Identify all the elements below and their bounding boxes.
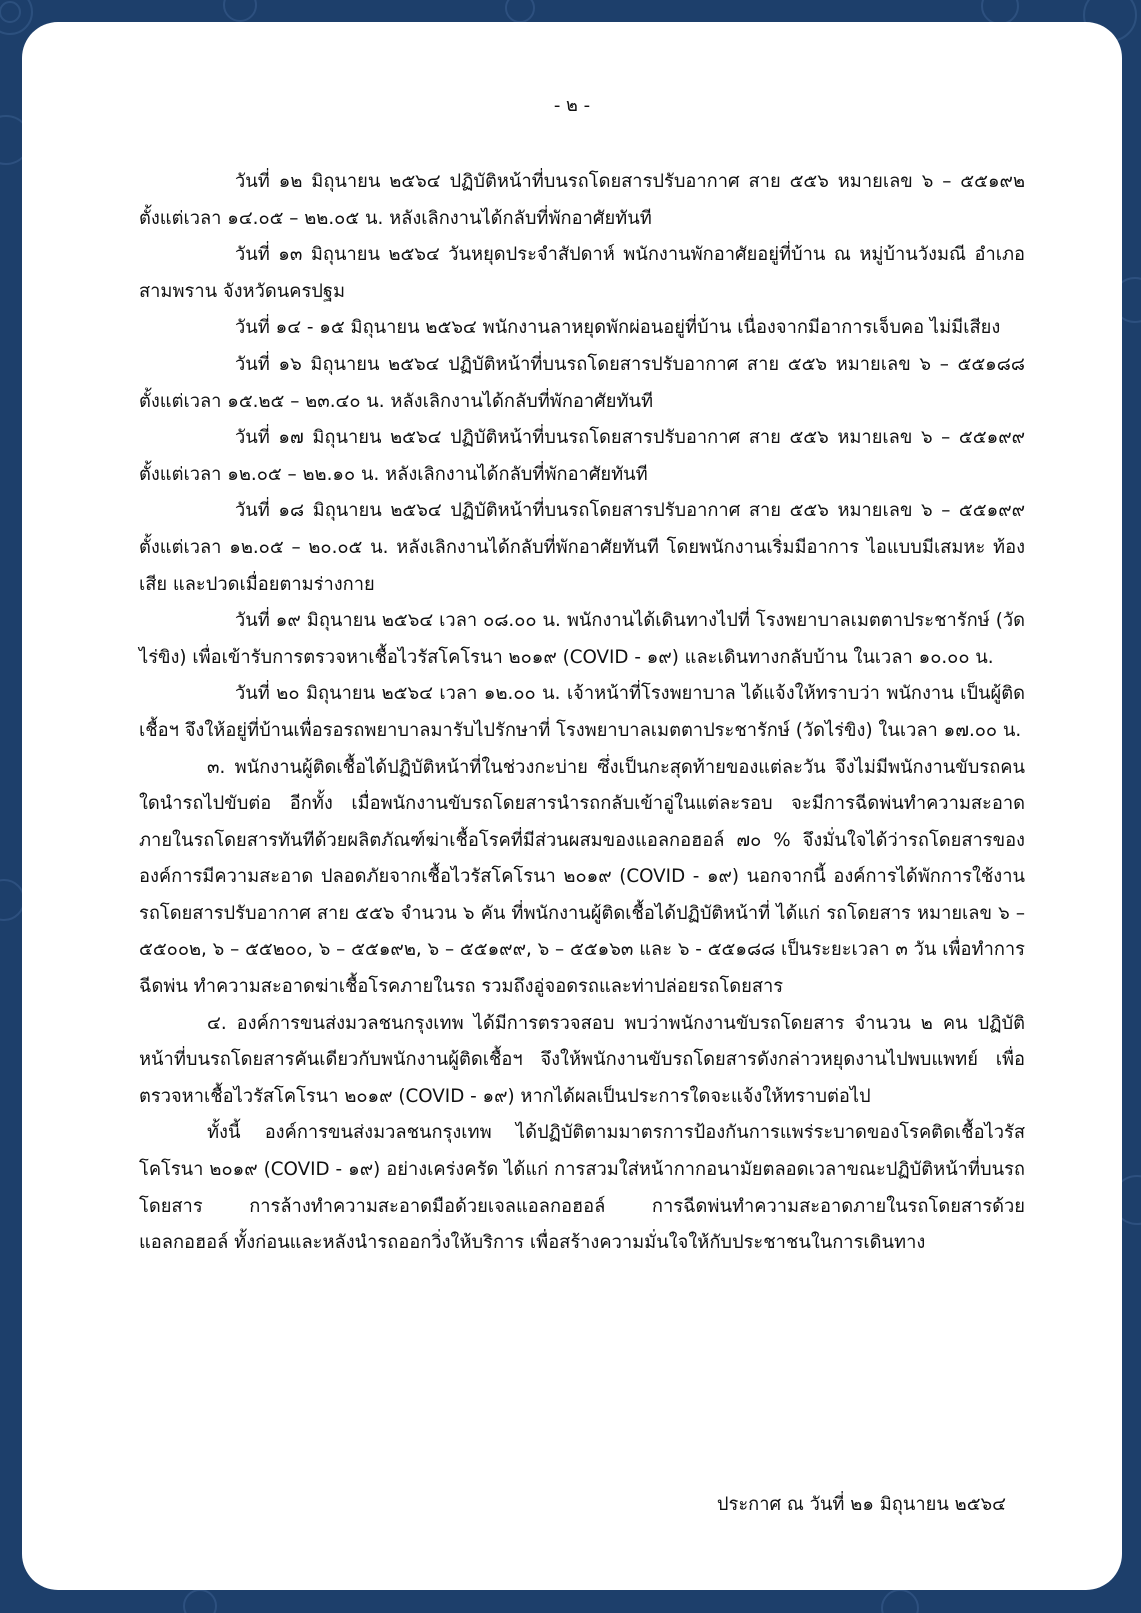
entry-june-17: วันที่ ๑๗ มิถุนายน ๒๕๖๔ ปฏิบัติหน้าที่บนรถโดยสารปรับอากาศ สาย ๕๕๖ หมายเลข ๖ – ๕๕๑๙๙ ตั้งแต่เวลา ๑๒.๐๕ – ๒๒.๑๐ น. หลังเลิกงานได้กลับที่พักอาศัยทันที (139, 427, 1025, 485)
document-page (22, 22, 1122, 1590)
announcement-date: ประกาศ ณ วันที่ ๒๑ มิถุนายน ๒๕๖๔ (716, 1494, 1006, 1515)
entry-june-13: วันที่ ๑๓ มิถุนายน ๒๕๖๔ วันหยุดประจำสัปดาห์ พนักงานพักอาศัยอยู่ที่บ้าน ณ หมู่บ้านวังมณี อำเภอสามพราน จังหวัดนครปฐม (139, 244, 1025, 302)
item-4: ๔. องค์การขนส่งมวลชนกรุงเทพ ได้มีการตรวจสอบ พบว่าพนักงานขับรถโดยสาร จำนวน ๒ คน ปฏิบัติหน้าที่บนรถโดยสารคันเดียวกับพนักงานผู้ติดเชื้อฯ จึงให้พนักงานขับรถโดยสารดังกล่าวหยุดงานไปพบแพทย์ เพื่อตรวจหาเชื้อไวรัสโคโรนา ๒๐๑๙ (COVID - ๑๙) หากได้ผลเป็นประการใดจะแจ้งให้ทราบต่อไป (139, 1012, 1025, 1107)
page-number: - ๒ - (553, 95, 591, 116)
closing-paragraph: ทั้งนี้ องค์การขนส่งมวลชนกรุงเทพ ได้ปฏิบัติตามมาตรการป้องกันการแพร่ระบาดของโรคติดเชื้อไวรัสโคโรนา ๒๐๑๙ (COVID - ๑๙) อย่างเคร่งครัด ได้แก่ การสวมใส่หน้ากากอนามัยตลอดเวลาขณะปฏิบัติหน้าที่บนรถโดยสาร การล้างทำความสะอาดมือด้วยเจลแอลกอฮอล์ การฉีดพ่นทำความสะอาดภายในรถโดยสารด้วยแอลกอฮอล์ ทั้งก่อนและหลังนำรถออกวิ่งให้บริการ เพื่อสร้างความมั่นใจให้กับประชาชนในการเดินทาง (139, 1122, 1025, 1254)
entry-june-19: วันที่ ๑๙ มิถุนายน ๒๕๖๔ เวลา ๐๘.๐๐ น. พนักงานได้เดินทางไปที่ โรงพยาบาลเมตตาประชารักษ์ (วัดไร่ขิง) เพื่อเข้ารับการตรวจหาเชื้อไวรัสโคโรนา ๒๐๑๙ (COVID - ๑๙) และเดินทางกลับบ้าน ในเวลา ๑๐.๐๐ น. (139, 610, 1025, 668)
document-body (139, 164, 1025, 1262)
item-3: ๓. พนักงานผู้ติดเชื้อได้ปฏิบัติหน้าที่ในช่วงกะบ่าย ซึ่งเป็นกะสุดท้ายของแต่ละวัน จึงไม่มีพนักงานขับรถคนใดนำรถไปขับต่อ อีกทั้ง เมื่อพนักงานขับรถโดยสารนำรถกลับเข้าอู่ในแต่ละรอบ จะมีการฉีดพ่นทำความสะอาดภายในรถโดยสารทันทีด้วยผลิตภัณฑ์ฆ่าเชื้อโรคที่มีส่วนผสมของแอลกอฮอล์ ๗๐ % จึงมั่นใจได้ว่ารถโดยสารขององค์การมีความสะอาด ปลอดภัยจากเชื้อไวรัสโคโรนา ๒๐๑๙ (COVID - ๑๙) นอกจากนี้ องค์การได้พักการใช้งานรถโดยสารปรับอากาศ สาย ๕๕๖ จำนวน ๖ คัน ที่พนักงานผู้ติดเชื้อได้ปฏิบัติหน้าที่ ได้แก่ รถโดยสาร หมายเลข ๖ – ๕๕๐๐๒, ๖ – ๕๕๒๐๐, ๖ – ๕๕๑๙๒, ๖ – ๕๕๑๙๙, ๖ – ๕๕๑๖๓ และ ๖ - ๕๕๑๘๘ เป็นระยะเวลา ๓ วัน เพื่อทำการฉีดพ่น ทำความสะอาดฆ่าเชื้อโรคภายในรถ รวมถึงอู่จอดรถและท่าปล่อยรถโดยสาร (139, 756, 1025, 998)
entry-june-14-15: วันที่ ๑๔ - ๑๕ มิถุนายน ๒๕๖๔ พนักงานลาหยุดพักผ่อนอยู่ที่บ้าน เนื่องจากมีอาการเจ็บคอ ไม่มีเสียง (235, 317, 1001, 339)
entry-june-16: วันที่ ๑๖ มิถุนายน ๒๕๖๔ ปฏิบัติหน้าที่บนรถโดยสารปรับอากาศ สาย ๕๕๖ หมายเลข ๖ – ๕๕๑๘๘ ตั้งแต่เวลา ๑๕.๒๕ – ๒๓.๔๐ น. หลังเลิกงานได้กลับที่พักอาศัยทันที (139, 353, 1025, 412)
entry-june-20: วันที่ ๒๐ มิถุนายน ๒๕๖๔ เวลา ๑๒.๐๐ น. เจ้าหน้าที่โรงพยาบาล ได้แจ้งให้ทราบว่า พนักงาน เป็นผู้ติดเชื้อฯ จึงให้อยู่ที่บ้านเพื่อรอรถพยาบาลมารับไปรักษาที่ โรงพยาบาลเมตตาประชารักษ์ (วัดไร่ขิง) ในเวลา ๑๗.๐๐ น. (139, 683, 1025, 741)
entry-june-18: วันที่ ๑๘ มิถุนายน ๒๕๖๔ ปฏิบัติหน้าที่บนรถโดยสารปรับอากาศ สาย ๕๕๖ หมายเลข ๖ – ๕๕๑๙๙ ตั้งแต่เวลา ๑๒.๐๕ – ๒๐.๐๕ น. หลังเลิกงานได้กลับที่พักอาศัยทันที โดยพนักงานเริ่มมีอาการ ไอแบบมีเสมหะ ท้องเสีย และปวดเมื่อยตามร่างกาย (139, 500, 1025, 595)
entry-june-12: วันที่ ๑๒ มิถุนายน ๒๕๖๔ ปฏิบัติหน้าที่บนรถโดยสารปรับอากาศ สาย ๕๕๖ หมายเลข ๖ – ๕๕๑๙๒ ตั้งแต่เวลา ๑๔.๐๕ – ๒๒.๐๕ น. หลังเลิกงานได้กลับที่พักอาศัยทันที (139, 171, 1025, 229)
